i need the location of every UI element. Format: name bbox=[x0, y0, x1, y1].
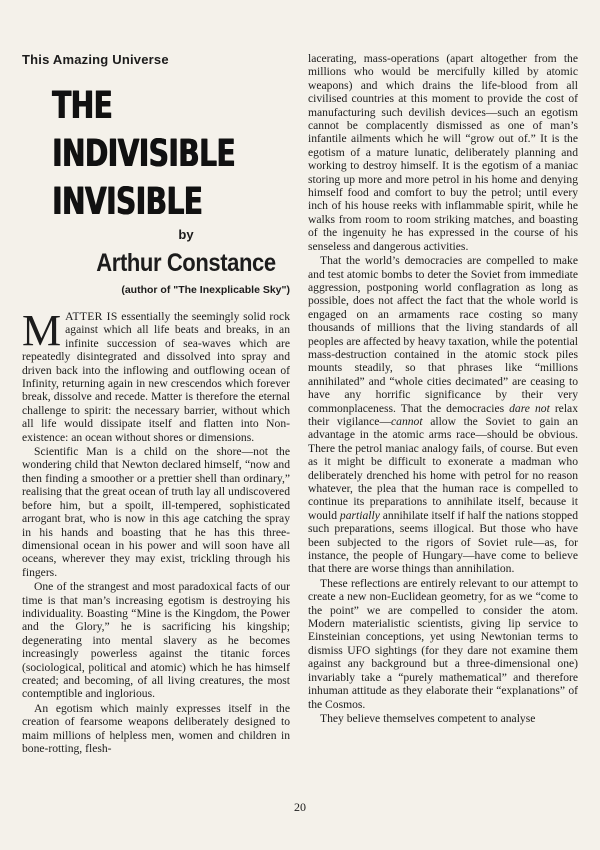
paragraph: lacerating, mass-operations (apart altogether from the millions who would be mercifully killed by atomic weapons) and which drains the life-blood from all civilised countries at this moment to provide the cost of manufacturing such devilish devices—such an egotism cannot be complacently dismissed as one of man’s infantile ailments which he will “grow out of.” It is the egotism of a mature lunatic, deliberately planning and working to destroy himself. It is the egotism of a maniac storing up more and more petrol in his home and denying himself food and comfort to buy the petrol; until every inch of his house reeks with inflammable spirit, while he walks from room to room striking matches, and boasting of the ingenuity he has expressed in the course of his senseless and dangerous activities. bbox=[308, 52, 578, 253]
right-column bbox=[308, 52, 578, 725]
byline bbox=[82, 227, 290, 296]
section-label: This Amazing Universe bbox=[22, 52, 169, 67]
by-label: by bbox=[178, 227, 194, 242]
right-body-text bbox=[308, 52, 578, 725]
paragraph: One of the strangest and most paradoxical facts of our time is that man’s increasing egotism is destroying his individuality. Boasting “Mine is the Kingdom, the Power and the Glory,” he is sacrificing his kingship; degenerating into mental slavery as he becomes increasingly powerless against the titanic forces (sociological, political and atomic) which he has himself created; and becoming, of all living creatures, the most contemptible and inglorious. bbox=[22, 580, 290, 701]
article-title bbox=[52, 83, 290, 224]
title-line-3: INVISIBLE bbox=[52, 179, 203, 224]
left-column bbox=[22, 52, 290, 755]
paragraph: Scientific Man is a child on the shore—not the wondering child that Newton declared himself, “now and then finding a smoother or a prettier shell than ordinary,” realising that the great ocean of truth lay all undiscovered before him, but a spoilt, ill-tempered, sophisticated arrogant brat, who is now in this age catching the spray in his hands and boasting that he has this three-dimensional ocean in his power and will soon have all oceans, wherever they may exist, trickling through his fingers. bbox=[22, 445, 290, 579]
paragraph: MATTER IS essentially the seemingly solid rock against which all life beats and breaks, in an infinite succession of sea-waves which are repeatedly disintegrated and dissolved into spray and driven back into the inflowing and outflowing ocean of Infinity, returning again in new crescendos which forever break, dissolve and recede. Matter is therefore the eternal challenge to spirit: the necessary barrier, without which all life would dissipate itself and flatten into Non-existence: an ocean without shores or dimensions. bbox=[22, 306, 290, 444]
paragraph: They believe themselves competent to analyse bbox=[320, 711, 536, 725]
title-line-1: THE bbox=[52, 83, 113, 128]
author-note: (author of "The Inexplicable Sky") bbox=[121, 284, 290, 296]
left-body-text bbox=[22, 306, 290, 755]
paragraph: An egotism which mainly expresses itself in the creation of fearsome weapons deliberately designed to maim millions of helpless men, women and children in bone-rotting, flesh- bbox=[22, 701, 290, 755]
title-line-2: INDIVISIBLE bbox=[52, 131, 235, 176]
page-number: 20 bbox=[294, 800, 306, 814]
paragraph: These reflections are entirely relevant to our attempt to create a new non-Euclidean geometry, for as we “come to the point” we are compelled to consider the atom. Modern materialistic scientists, giving lip service to Einsteinian conceptions, yet using Newtonian terms to dismiss UFO sightings (for they dare not examine them against any background but a three-dimensional one) invariably take a “purely mathematical” and therefore inhuman attitude as they elaborate their “explanations” of the Cosmos. bbox=[308, 576, 578, 711]
author-name: Arthur Constance bbox=[96, 248, 276, 277]
drop-cap: M bbox=[22, 306, 62, 355]
paragraph: That the world’s democracies are compelled to make and test atomic bombs to deter the Soviet from immediate aggression, postponing world conflagration as long as possible, does not affect the fact that the whole world is engaged on an armaments race costing so many thousands of millions that the living standards of all peoples are affected by heavy taxation, while the potential mass-destruction contained in the atomic stock piles mounts steadily, so that phrases like “millions annihilated” and “whole cities decimated” are ceasing to have any horrific significance by their very commonplaceness. That the democracies dare not relax their vigilance—cannot allow the Soviet to gain an advantage in the atomic arms race—should be obvious. There the petrol maniac analogy fails, of course. But even as it might be difficult to exonerate a madman who deliberately drenched his home with petrol for no reason whatever, the plea that the human race is compelled to continue its preparations to annihilate itself, because it would partially annihilate itself if half the nations stopped such preparations, seems illogical. But those who have been subjected to the rigors of Soviet rule—as, for instance, the people of Hungary—have come to believe that there are worse things than annihilation. bbox=[308, 254, 578, 576]
